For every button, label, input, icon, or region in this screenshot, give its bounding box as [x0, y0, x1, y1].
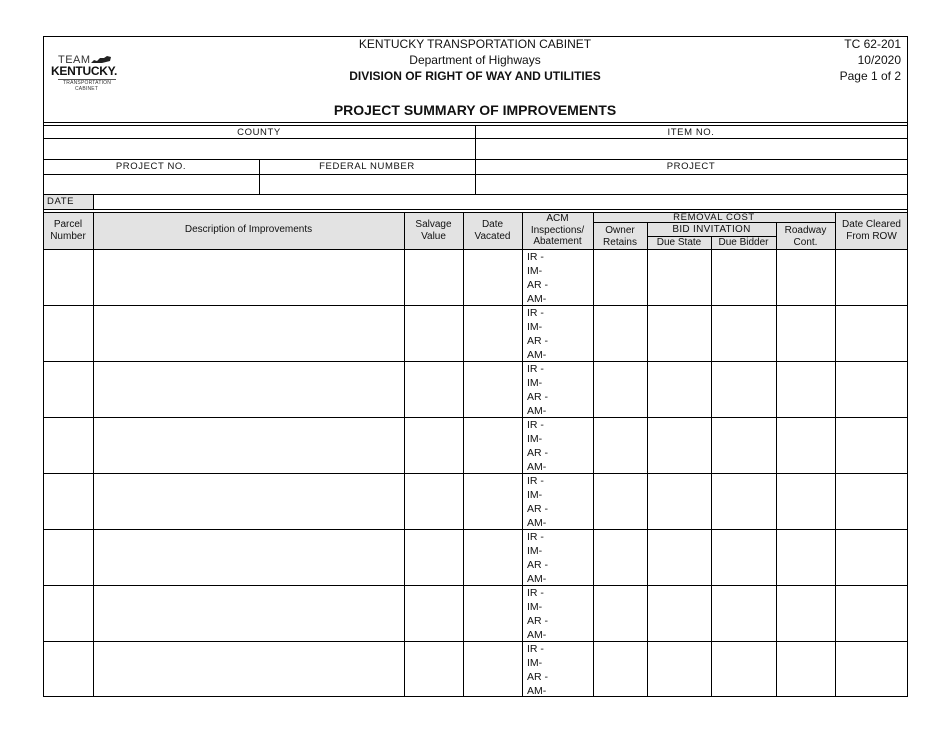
removal-cost-header: REMOVAL COST	[673, 212, 755, 223]
date-field[interactable]	[94, 195, 907, 209]
county-field[interactable]	[44, 139, 474, 158]
form-number: TC 62-201	[844, 37, 901, 51]
acm-code-label: IM-	[527, 377, 543, 389]
project-label: PROJECT	[666, 161, 716, 172]
bid-invitation-header: BID INVITATION	[672, 224, 751, 235]
acm-code-label: IR -	[527, 307, 544, 319]
table-row[interactable]	[44, 250, 907, 305]
acm-code-label: IM-	[527, 545, 543, 557]
acm-code-label: AM-	[527, 629, 547, 641]
item-no-label: ITEM NO.	[667, 127, 715, 138]
table-row[interactable]	[44, 530, 907, 585]
acm-code-label: IR -	[527, 587, 544, 599]
acm-code-label: AM-	[527, 573, 547, 585]
acm-code-label: AR -	[527, 671, 548, 683]
table-row[interactable]	[44, 306, 907, 361]
acm-code-label: AM-	[527, 461, 547, 473]
acm-code-label: AR -	[527, 447, 548, 459]
acm-code-label: IM-	[527, 657, 543, 669]
project-no-label: PROJECT NO.	[115, 161, 187, 172]
page-number: Page 1 of 2	[839, 69, 901, 83]
project-no-field[interactable]	[44, 175, 258, 193]
date-vacated-header: Date Vacated	[474, 219, 511, 242]
acm-code-label: AR -	[527, 559, 548, 571]
table-row[interactable]	[44, 418, 907, 473]
roadway-cont-header: Roadway Cont.	[784, 225, 827, 248]
acm-code-label: IR -	[527, 643, 544, 655]
acm-code-label: AR -	[527, 279, 548, 291]
agency-name: KENTUCKY TRANSPORTATION CABINET	[358, 37, 592, 51]
date-cleared-header: Date Cleared From ROW	[842, 219, 901, 242]
table-row[interactable]	[44, 362, 907, 417]
project-field[interactable]	[476, 175, 907, 193]
form-title: PROJECT SUMMARY OF IMPROVEMENTS	[333, 102, 617, 118]
acm-code-label: AM-	[527, 293, 547, 305]
logo-kentucky-text: KENTUCKY.	[51, 64, 117, 78]
salvage-value-header: Salvage Value	[415, 219, 452, 242]
acm-code-label: IM-	[527, 321, 543, 333]
table-row[interactable]	[44, 586, 907, 641]
acm-code-label: IR -	[527, 475, 544, 487]
acm-code-label: AM-	[527, 405, 547, 417]
acm-code-label: AR -	[527, 615, 548, 627]
logo-subtitle-2: CABINET	[75, 86, 99, 92]
table-row[interactable]	[44, 642, 907, 697]
acm-code-label: AM-	[527, 685, 547, 697]
federal-number-label: FEDERAL NUMBER	[319, 161, 415, 172]
division-name: DIVISION OF RIGHT OF WAY AND UTILITIES	[349, 69, 601, 83]
acm-header: ACM Inspections/ Abatement	[530, 213, 585, 247]
due-state-header: Due State	[656, 237, 702, 248]
federal-number-field[interactable]	[260, 175, 474, 193]
acm-code-label: IR -	[527, 363, 544, 375]
due-bidder-header: Due Bidder	[718, 237, 769, 248]
acm-code-label: IM-	[527, 433, 543, 445]
logo-subtitle-1: TRANSPORTATION	[63, 80, 112, 86]
acm-code-label: IM-	[527, 265, 543, 277]
parcel-number-header: Parcel Number	[50, 219, 86, 242]
acm-code-label: AM-	[527, 517, 547, 529]
owner-retains-header: Owner Retains	[603, 225, 637, 248]
department-name: Department of Highways	[409, 53, 541, 67]
acm-code-label: IM-	[527, 601, 543, 613]
acm-code-label: AR -	[527, 391, 548, 403]
acm-code-label: IR -	[527, 251, 544, 263]
team-kentucky-logo	[50, 52, 122, 92]
acm-code-label: AR -	[527, 335, 548, 347]
description-header: Description of Improvements	[184, 224, 313, 235]
item-no-field[interactable]	[476, 139, 907, 158]
date-label: DATE	[47, 196, 75, 207]
form-date: 10/2020	[857, 53, 901, 67]
acm-code-label: IM-	[527, 489, 543, 501]
table-row[interactable]	[44, 474, 907, 529]
county-label: COUNTY	[237, 127, 281, 138]
acm-code-label: AR -	[527, 503, 548, 515]
logo-team-text: TEAM	[58, 54, 91, 66]
acm-code-label: IR -	[527, 531, 544, 543]
acm-code-label: AM-	[527, 349, 547, 361]
acm-code-label: IR -	[527, 419, 544, 431]
